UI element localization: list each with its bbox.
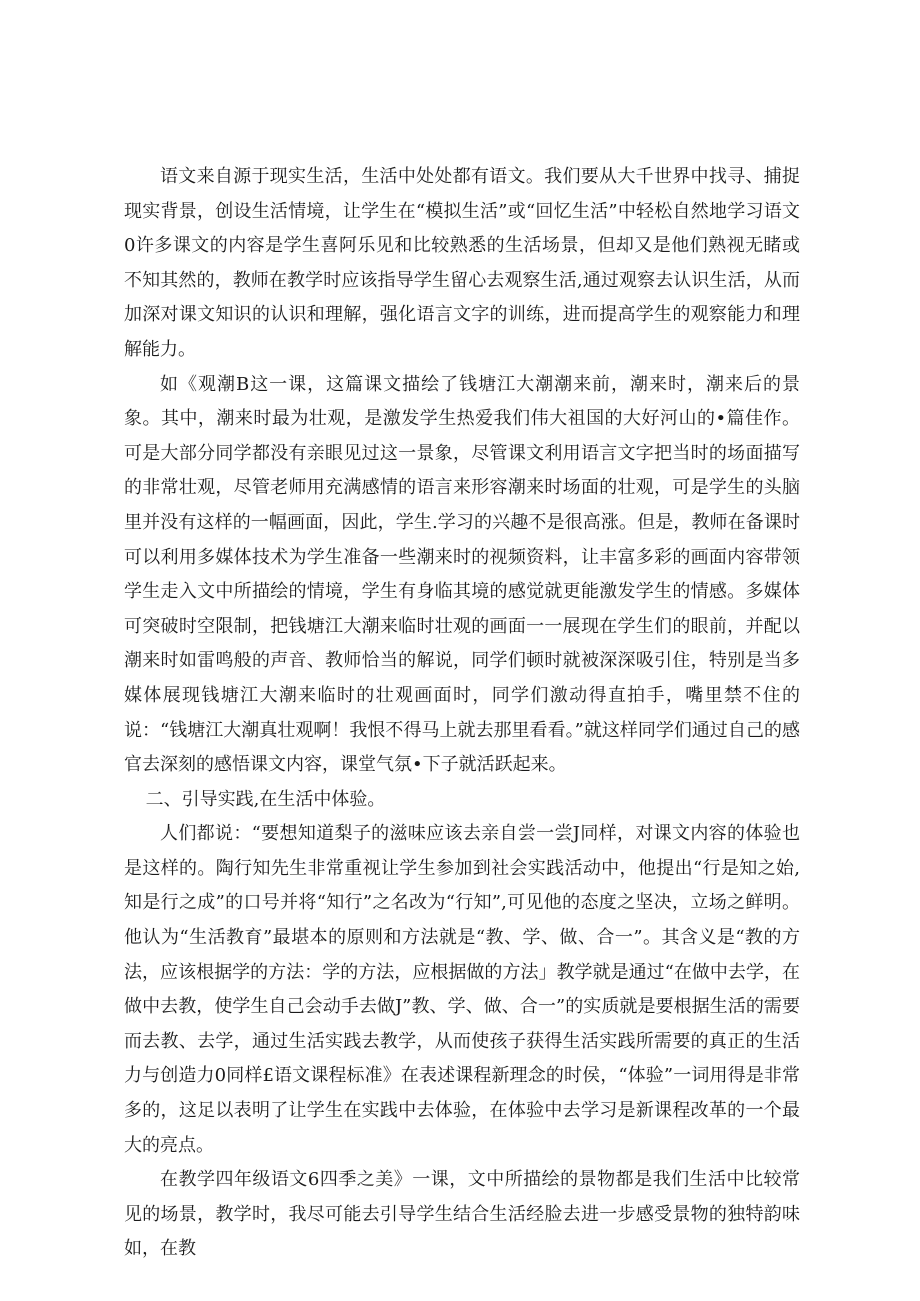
section-heading: 二、引导实践,在生活中体验。 bbox=[145, 788, 386, 810]
paragraph-3: 人们都说：“要想知道梨子的滋味应该去亲自尝一尝J同样，对课文内容的体验也是这样的。陶行知先生非常重视让学生参加到社会实践活动中，他提出“行是知之始,知是行之成”的口号并将“知行”之名改为“行知”,可见他的态度之坚决，立场之鲜明。他认为“生活教育”最堪本的原则和方法就是“教、学、做、合一”。其含义是“教的方法，应该根据学的方法：学的方法，应根据做的方法」教学就是通过“在做中去学，在做中去教，使学生自己会动手去做J”教、学、做、合一”的实质就是要根据生活的需要而去教、去学，通过生活实践去教学，从而使孩子获得生活实践所需要的真正的生活力与创造力0同样£语文课程标准》在表述课程新理念的时侯，“体验”一词用得是非常多的，这足以表明了让学生在实践中去体验，在体验中去学习是新课程改革的一个最大的亮点。 bbox=[124, 823, 800, 1156]
paragraph-1: 语文来自源于现实生活，生活中处处都有语文。我们要从大千世界中找寻、捕捉现实背景，创设生活情境，让学生在“模拟生活”或“回忆生活”中轻松自然地学习语文0许多课文的内容是学生喜阿乐见和比较熟悉的生活场景，但却又是他们熟视无睹或不知其然的，教师在教学时应该指导学生留心去观察生活,通过观察去认识生活，从而加深对课文知识的认识和理解，强化语言文字的训练，进而提高学生的观察能力和理解能力。 bbox=[124, 166, 800, 360]
paragraph-2: 如《观潮B这一课，这篇课文描绘了钱塘江大潮潮来前，潮来时，潮来后的景象。其中，潮来时最为壮观，是激发学生热爱我们伟大祖国的大好河山的•篇佳作。可是大部分同学都没有亲眼见过这一景象，尽管课文利用语言文字把当时的场面描写的非常壮观，尽管老师用充满感情的语言来形容潮来时场面的壮观，可是学生的头脑里并没有这样的一幅画面，因此，学生.学习的兴趣不是很高涨。但是，教师在备课时可以利用多媒体技术为学生准备一些潮来时的视频资料，让丰富多彩的画面内容带领学生走入文中所描绘的情境，学生有身临其境的感觉就更能激发学生的情感。多媒体可突破时空限制，把钱塘江大潮来临时壮观的画面一一展现在学生们的眼前，并配以潮来时如雷鸣般的声音、教师恰当的解说，同学们顿时就被深深吸引住，特别是当多媒体展现钱塘江大潮来临时的壮观画面时，同学们激动得直拍手，嘴里禁不住的说：“钱塘江大潮真壮观啊！我恨不得马上就去那里看看。”就这样同学们通过自己的感官去深刻的感悟课文内容，课堂气氛•下子就活跃起来。 bbox=[124, 373, 800, 776]
document-body bbox=[124, 160, 800, 1267]
paragraph-4: 在教学四年级语文6四季之美》一课，文中所描绘的景物都是我们生活中比较常见的场景，教学时，我尽可能去引导学生结合生活经脸去进一步感受景物的独特韵味如，在教 bbox=[124, 1169, 800, 1260]
